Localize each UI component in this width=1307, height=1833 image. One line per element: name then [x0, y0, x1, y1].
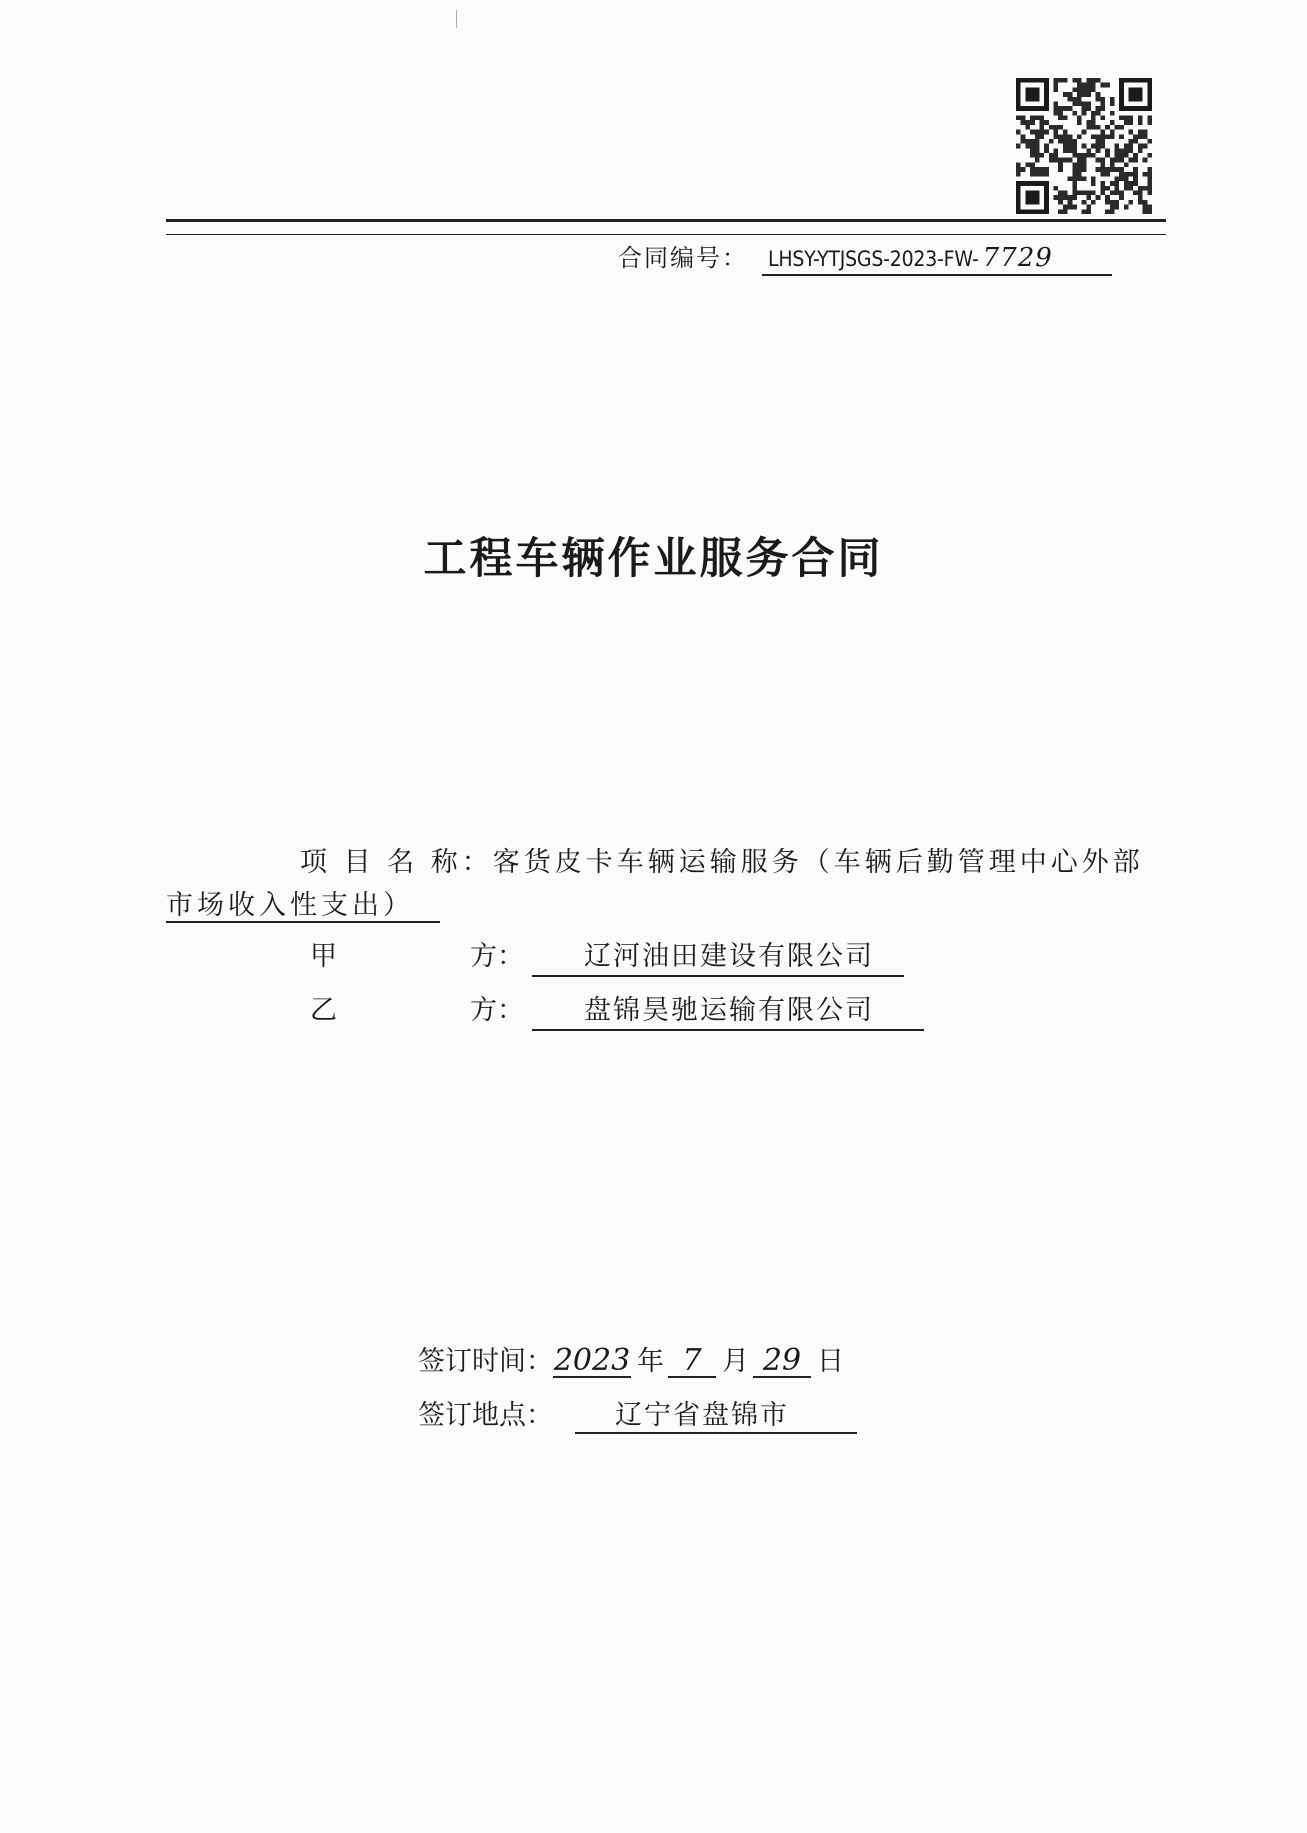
party-a-row [310, 934, 1010, 974]
document-title: 工程车辆作业服务合同 [423, 534, 884, 584]
signing-day: 29 [753, 1346, 811, 1378]
scan-mark [456, 10, 457, 28]
contract-number-label: 合同编号： [618, 244, 748, 272]
party-a-value: 辽河油田建设有限公司 [532, 934, 904, 977]
signing-place-value: 辽宁省盘锦市 [575, 1393, 857, 1434]
project-name-value-line2: 市场收入性支出） [166, 890, 440, 923]
project-name-line2 [166, 883, 440, 922]
project-name-value-line1: 客货皮卡车辆运输服务（车辆后勤管理中心外部 [492, 847, 1144, 878]
party-a-colon: 方： [470, 941, 524, 972]
signing-place-label: 签订地点： [418, 1400, 553, 1431]
year-unit: 年 [637, 1346, 664, 1377]
signing-place-row [418, 1393, 857, 1434]
contract-number-handwritten: 7729 [982, 243, 1053, 273]
day-unit: 日 [817, 1346, 844, 1377]
signing-date-row [418, 1339, 844, 1378]
header-rule-thin [166, 234, 1166, 235]
qr-code-icon [1016, 78, 1152, 214]
contract-number [618, 238, 1112, 274]
project-name-label: 项 目 名 称： [300, 847, 493, 878]
signing-year: 2023 [553, 1343, 631, 1378]
party-b-row [310, 988, 1010, 1028]
signing-date-label: 签订时间： [418, 1346, 553, 1377]
project-name-line1 [300, 840, 1144, 879]
contract-number-value [762, 243, 1112, 276]
header-rule-thick [166, 219, 1166, 222]
contract-number-printed: LHSY-YTJSGS-2023-FW- [768, 247, 979, 271]
month-unit: 月 [722, 1346, 749, 1377]
signing-month: 7 [668, 1346, 716, 1378]
party-b-label: 乙 [310, 995, 337, 1026]
party-a-label: 甲 [310, 941, 337, 972]
party-b-colon: 方： [470, 995, 524, 1026]
party-b-value: 盘锦昊驰运输有限公司 [532, 988, 924, 1031]
